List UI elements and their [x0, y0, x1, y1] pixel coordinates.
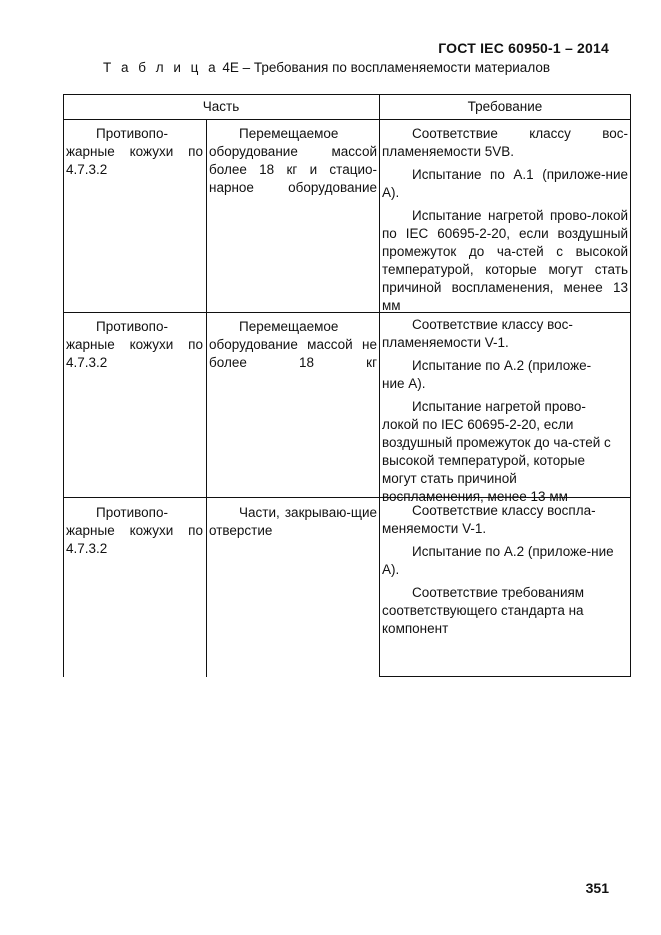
- page-number: 351: [585, 880, 609, 896]
- row-2-req-1: Соответствие классу вос-пламеняемости V-1.: [382, 317, 573, 350]
- column-header-part: Часть: [202, 99, 240, 114]
- row-2-sub: [209, 318, 377, 377]
- table-title-text: 4Е – Требования по воспламеняемости материалов: [218, 60, 551, 75]
- row-1-req-3: Испытание нагретой прово-локой по IEC 60695-2-20, если воздушный промежуток до ча-стей с высокой температурой, которые могут стать причиной воспламенения, менее 13 мм: [382, 208, 628, 313]
- row-3-req-1: Соответствие классу воспла-меняемости V-1.: [382, 503, 596, 536]
- standard-code: ГОСТ IEC 60950-1 – 2014: [438, 40, 609, 56]
- requirements-table: [63, 94, 631, 677]
- row-2-req-2: Испытание по А.2 (приложе-ние А).: [382, 358, 592, 391]
- table-border-right: [630, 94, 631, 677]
- column-divider-sub: [206, 119, 207, 677]
- row-1-sub: [209, 125, 377, 202]
- row-3-part: [66, 504, 203, 563]
- row-3-req-2: Испытание по А.2 (приложе-ние А).: [382, 544, 614, 577]
- table-title: [103, 60, 550, 75]
- row-3-sub: [209, 504, 377, 545]
- row-1-req-2: Испытание по А.1 (приложе-ние А).: [382, 167, 628, 200]
- column-divider-req: [379, 94, 380, 677]
- header-bottom-line: [63, 119, 631, 120]
- row-3-sub-text: Части, закрываю-щие отверстие: [209, 505, 377, 538]
- row-2-part-text: Противопо-жарные кожухи по 4.7.3.2: [66, 319, 203, 370]
- table-label: Т а б л и ц а: [103, 60, 219, 75]
- row-2-requirement: [382, 316, 612, 511]
- row-3-part-text: Противопо-жарные кожухи по 4.7.3.2: [66, 505, 203, 556]
- row-2-sub-text: Перемещаемое оборудование массой не более 18 кг: [209, 319, 377, 370]
- req-cell-bottom-line: [379, 676, 631, 677]
- row-1-part-text: Противопо-жарные кожухи по 4.7.3.2: [66, 126, 203, 177]
- row-2-part: [66, 318, 203, 377]
- row-1-req-1: Соответствие классу вос-пламеняемости 5VB.: [382, 126, 628, 159]
- row-1-requirement: [382, 125, 628, 320]
- row-3-requirement: [382, 502, 622, 643]
- row-1-sub-text: Перемещаемое оборудование массой более 18 кг и стацио-нарное оборудование: [209, 126, 377, 195]
- table-border-top: [63, 94, 631, 95]
- row-1-part: [66, 125, 203, 184]
- row-3-req-3: Соответствие требованиям соответствующего стандарта на компонент: [382, 585, 585, 636]
- column-header-requirement: Требование: [467, 99, 543, 114]
- row-2-req-3: Испытание нагретой прово-локой по IEC 60695-2-20, если воздушный промежуток до ча-стей с высокой температурой, которые могут стать причиной воспламенения, менее 13 мм: [382, 399, 611, 504]
- table-border-left: [63, 94, 64, 677]
